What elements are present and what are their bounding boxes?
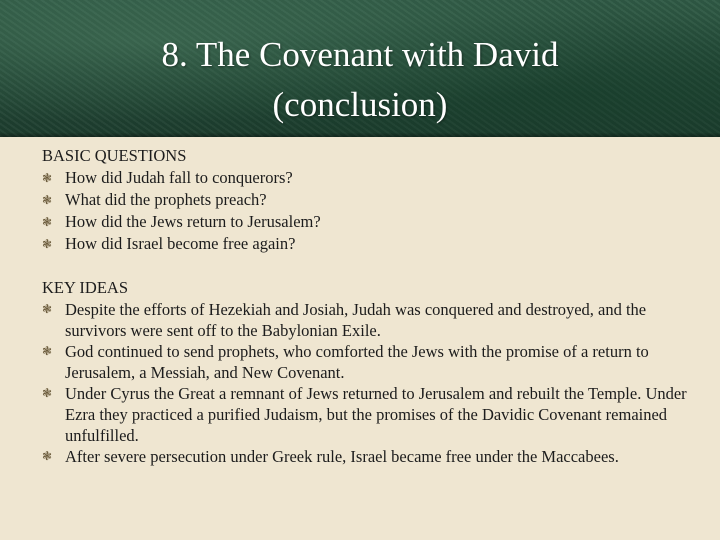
list-item <box>42 211 692 233</box>
list-item-text: God continued to send prophets, who comforted the Jews with the promise of a return to Jerusalem, a Messiah, and New Covenant. <box>65 342 649 382</box>
flower-bullet-icon: ❃ <box>42 193 53 207</box>
list-item-text: How did Judah fall to conquerors? <box>65 168 293 187</box>
slide-title <box>40 30 680 130</box>
slide-title-line1: 8. The Covenant with David <box>161 35 559 74</box>
list-item <box>42 233 692 255</box>
list-item-text: How did the Jews return to Jerusalem? <box>65 212 321 231</box>
list-item-text: Despite the efforts of Hezekiah and Josiah, Judah was conquered and destroyed, and the survivors were sent off to the Babylonian Exile. <box>65 300 647 340</box>
flower-bullet-icon: ❃ <box>42 302 53 316</box>
slide-title-line2: (conclusion) <box>272 85 448 124</box>
list-item <box>42 167 692 189</box>
flower-bullet-icon: ❃ <box>42 215 53 229</box>
basic-questions-section <box>42 145 692 255</box>
slide-body <box>42 145 692 467</box>
list-item-text: After severe persecution under Greek rule, Israel became free under the Maccabees. <box>65 447 619 466</box>
list-item <box>42 299 692 341</box>
list-item <box>42 341 692 383</box>
flower-bullet-icon: ❃ <box>42 344 53 358</box>
list-item-text: Under Cyrus the Great a remnant of Jews returned to Jerusalem and rebuilt the Temple. Under Ezra they practiced a purified Judaism, but the promises of the Davidic Covenant remained unfulfilled. <box>65 384 687 445</box>
list-item <box>42 383 692 446</box>
title-banner <box>0 0 720 137</box>
list-item-text: What did the prophets preach? <box>65 190 267 209</box>
list-item-text: How did Israel become free again? <box>65 234 296 253</box>
flower-bullet-icon: ❃ <box>42 171 53 185</box>
key-ideas-list <box>42 299 692 467</box>
key-ideas-section <box>42 277 692 467</box>
key-ideas-heading: KEY IDEAS <box>42 278 129 297</box>
flower-bullet-icon: ❃ <box>42 237 53 251</box>
basic-questions-list <box>42 167 692 255</box>
flower-bullet-icon: ❃ <box>42 449 53 463</box>
list-item <box>42 446 692 467</box>
list-item <box>42 189 692 211</box>
flower-bullet-icon: ❃ <box>42 386 53 400</box>
basic-questions-heading: BASIC QUESTIONS <box>42 146 187 165</box>
